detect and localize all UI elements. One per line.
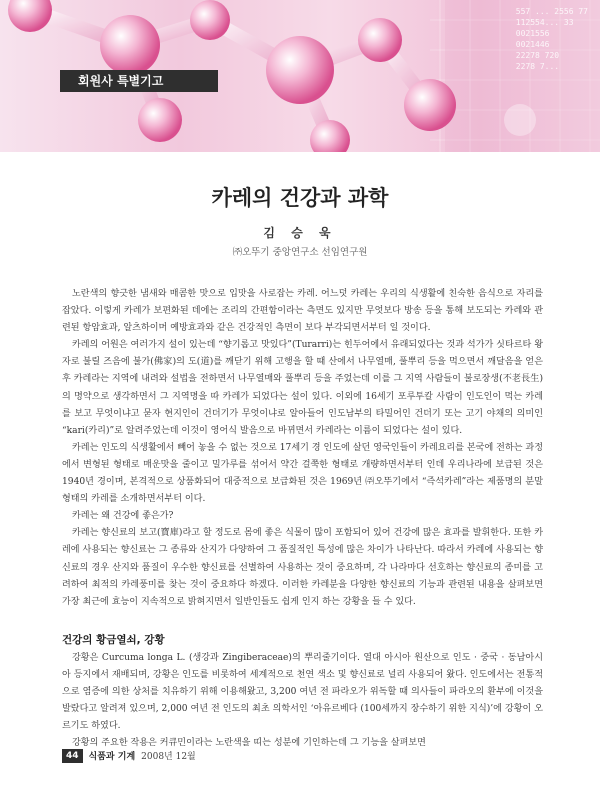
issue-date: 2008년 12월 [141,752,196,762]
article-title: 카레의 건강과 과학 [211,186,389,210]
body-paragraph: 노란색의 향긋한 냄새와 매콤한 맛으로 입맛을 사로잡는 카레. 어느덧 카레는 우리의 식생활에 친숙한 음식으로 자리를 잡았다. 이렇게 카레가 보편화된 데에는 조리의 간편함이라는 측면도 있지만 무엇보다 방송 등을 통해 보도되는 카레와 관련된 항암효과, 알츠하이머 예방효과와 같은 건강적인 측면이 보다 부각되면서부터 일 것이다. [62,289,543,334]
body-paragraph: 카레는 인도의 식생활에서 빼어 놓을 수 없는 것으로 17세기 경 인도에 살던 영국인들이 카레요리를 본국에 전하는 과정에서 변형된 형태로 매운맛을 줄이고 밀가루를 섞어서 약간 걸쭉한 형태로 개량하면서부터 인데 우리나라에 보급된 것은 1940년 경이며, 본격적으로 상품화되어 대중적으로 보급화된 것은 1969년 ㈜오뚜기에서 “즉석카레”라는 제품명의 분말형태의 카레를 소개하면서부터 이다. [62,442,543,505]
section-tag: 회원사 특별기고 [60,70,218,92]
magazine-name: 식품과 기계 [88,752,136,762]
banner-digits [516,6,588,72]
digit-line: 557 ... 2556 77 [515,7,588,16]
body-paragraph: 강황의 주요한 작용은 커큐민이라는 노란색을 띠는 성분에 기인하는데 그 기능을 살펴보면 [72,738,426,749]
page-number: 44 [62,749,83,763]
digit-line: 22278 720 [515,51,560,60]
page-footer [62,748,196,763]
body-paragraph: 카레는 향신료의 보고(寶庫)라고 할 정도로 몸에 좋은 식물이 많이 포함되어 있어 건강에 많은 효과를 발휘한다. 또한 카레에 사용되는 향신료는 그 종류와 산지가 다양하여 그 품질적인 특성에 많은 차이가 나타난다. 따라서 카레에 사용되는 향신료의 경우 산지와 품질이 우수한 향신료를 선별하여 사용하는 것이 중요하며, 각 나라마다 선호하는 향신료의 종미를 고려하여 최적의 카레풍미를 찾는 것이 중요하다 하겠다. 이러한 카레분을 다양한 향신료의 기능과 관련된 내용을 살펴보면 가장 최근에 효능이 지속적으로 밝혀지면서 일반인들도 쉽게 인지 하는 강황을 들 수 있다. [62,528,543,607]
section-heading: 건강의 황금열쇠, 강황 [62,633,165,646]
digit-line: 2278 7... [515,62,560,71]
digit-line: 0021446 [515,40,550,49]
digit-line: 112554... 33 [515,18,574,27]
author-affiliation: ㈜오뚜기 중앙연구소 선임연구원 [232,247,368,258]
article-author: 김 승 욱 [263,226,337,240]
body-paragraph: 강황은 Curcuma longa L. (생강과 Zingiberaceae)의 뿌리줄기이다. 열대 아시아 원산으로 인도 · 중국 · 동남아시아 등지에서 재배되며, 강황은 인도를 비롯하여 세계적으로 천연 색소 및 향신료로 널리 사용되어 왔다. 인도에서는 전통적으로 염증에 의한 상처를 치유하기 위해 이용해왔고, 3,200 여년 전 파라오가 위독할 때 의사들이 파라오의 환부에 이것을 발랐다고 알려져 있으며, 2,000 여년 전 인도의 최초 의학서인 ‘아유르베다 (100세까지 장수하기 위한 지식)’에 강황이 오르기도 하였다. [62,652,543,732]
article-body [62,272,543,752]
body-paragraph: 카레의 어원은 여러가지 설이 있는데 “향기롭고 맛있다”(Turarri)는 힌두어에서 유래되었다는 것과 석가가 싯타르타 왕자로 불릴 즈음에 불가(佛家)의 도(道)를 깨닫기 위해 고행을 할 때 산에서 나무열매, 풀뿌리 등을 먹으면서 깨달음을 얻은 후 카레라는 지역에 내려와 설법을 전하면서 나무열매와 풀뿌리 등을 주었는데 이를 그 지역 사람들이 불로장생(不老長生)의 명약으로 생각하면서 그 지역명을 따 카레가 되었다는 설이 있다. 이외에 16세기 포루투칼 사람이 인도인이 먹는 카레를 보고 무엇이냐고 묻자 현지인이 건더기가 무엇이냐로 알아들어 인도남부의 타밀어인 건더기 또는 고기 야채의 의미인 “kari(카리)”로 알려주었는데 이것이 영어식 발음으로 바뀌면서 카레라는 이름이 되었다는 설이 있다. [62,340,543,436]
digit-line: 0021556 [515,29,550,38]
header-banner [0,0,600,152]
body-question: 카레는 왜 건강에 좋은가? [72,511,174,522]
